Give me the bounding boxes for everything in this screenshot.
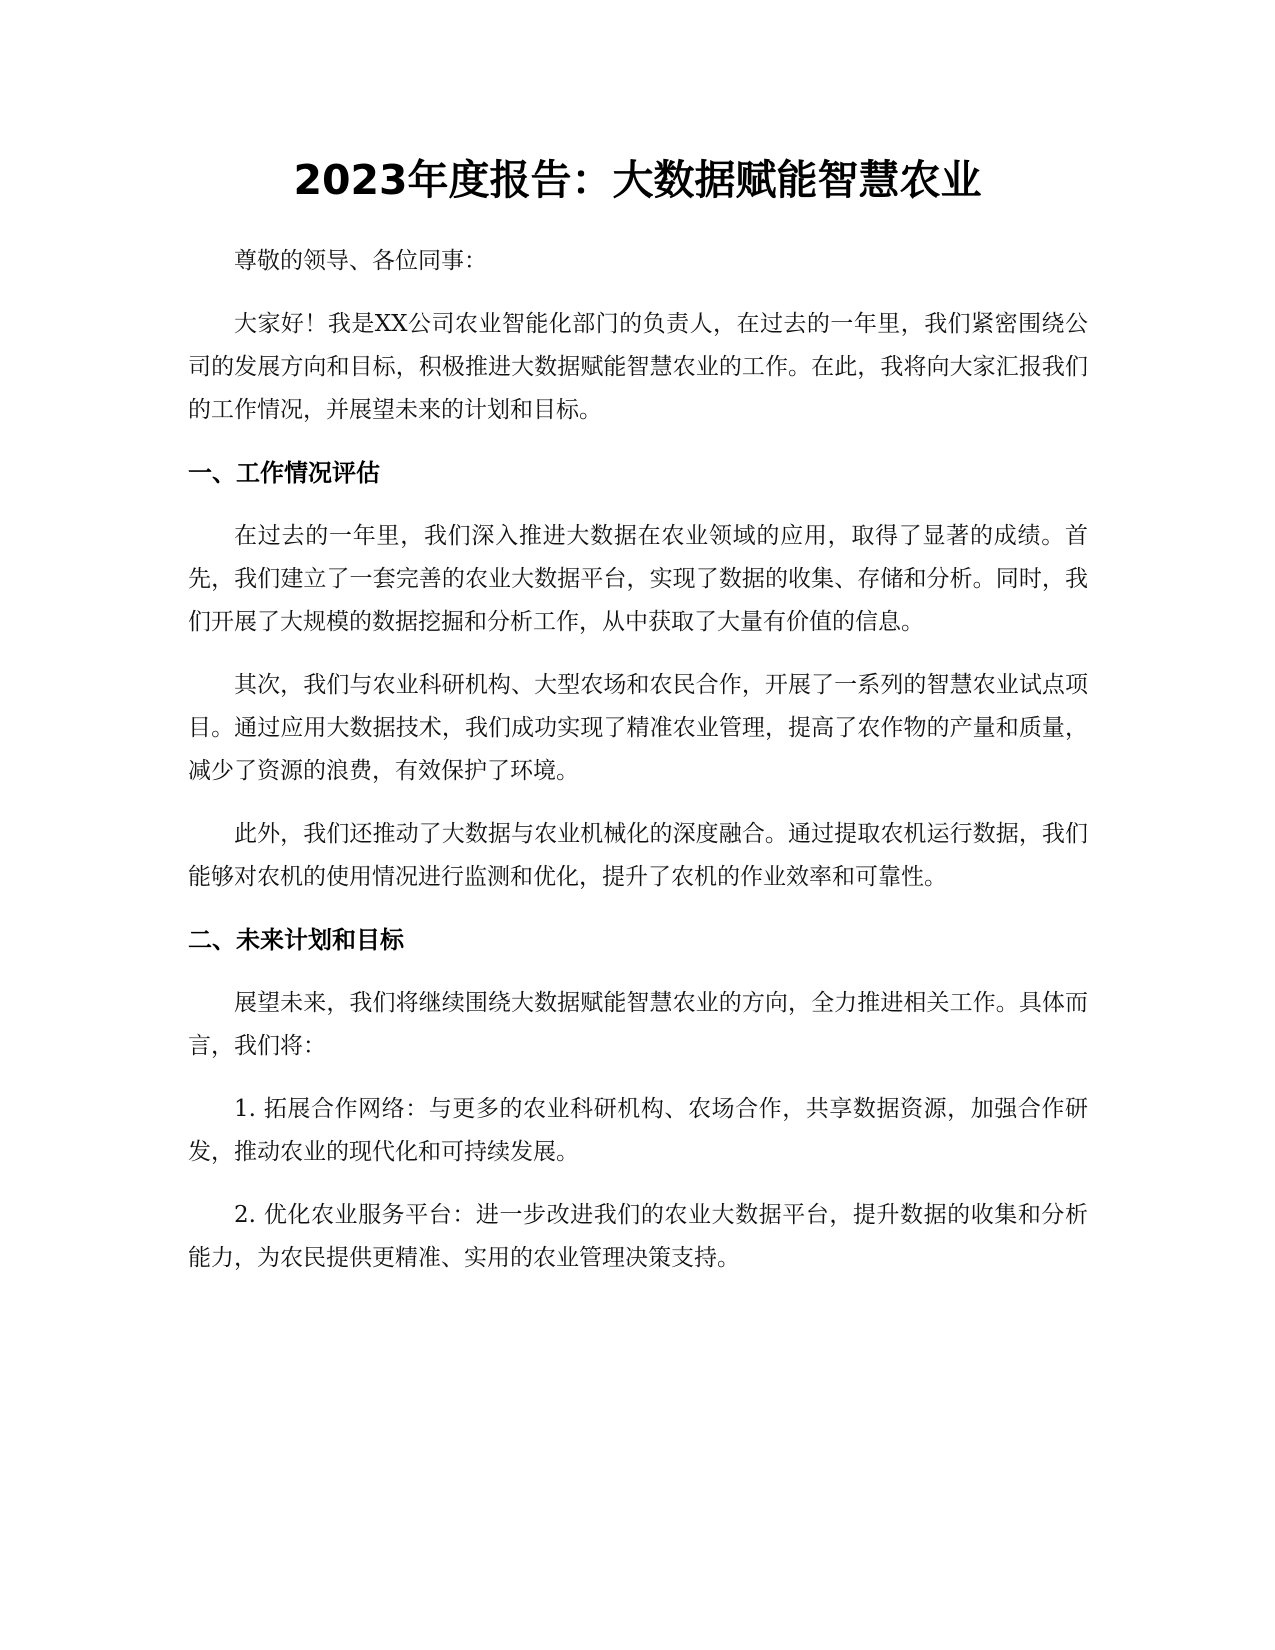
document-body xyxy=(188,240,1088,1300)
salutation: 尊敬的领导、各位同事： xyxy=(234,248,487,274)
section1-paragraph-3: 此外，我们还推动了大数据与农业机械化的深度融合。通过提取农机运行数据，我们能够对农机的使用情况进行监测和优化，提升了农机的作业效率和可靠性。 xyxy=(188,821,1088,890)
section2-list-item-1: 1. 拓展合作网络：与更多的农业科研机构、农场合作，共享数据资源，加强合作研发，推动农业的现代化和可持续发展。 xyxy=(188,1096,1088,1165)
section-heading-future-plans: 二、未来计划和目标 xyxy=(188,926,404,954)
section2-list-item-2: 2. 优化农业服务平台：进一步改进我们的农业大数据平台，提升数据的收集和分析能力，为农民提供更精准、实用的农业管理决策支持。 xyxy=(188,1202,1088,1271)
section1-paragraph-1: 在过去的一年里，我们深入推进大数据在农业领域的应用，取得了显著的成绩。首先，我们建立了一套完善的农业大数据平台，实现了数据的收集、存储和分析。同时，我们开展了大规模的数据挖掘和分析工作，从中获取了大量有价值的信息。 xyxy=(188,523,1088,635)
section1-paragraph-2: 其次，我们与农业科研机构、大型农场和农民合作，开展了一系列的智慧农业试点项目。通过应用大数据技术，我们成功实现了精准农业管理，提高了农作物的产量和质量，减少了资源的浪费，有效保护了环境。 xyxy=(188,672,1088,784)
section-heading-work-evaluation: 一、工作情况评估 xyxy=(188,459,380,487)
section2-paragraph-1: 展望未来，我们将继续围绕大数据赋能智慧农业的方向，全力推进相关工作。具体而言，我们将： xyxy=(188,990,1088,1059)
document-title: 2023年度报告：大数据赋能智慧农业 xyxy=(293,156,982,204)
intro-paragraph: 大家好！我是XX公司农业智能化部门的负责人，在过去的一年里，我们紧密围绕公司的发展方向和目标，积极推进大数据赋能智慧农业的工作。在此，我将向大家汇报我们的工作情况，并展望未来的计划和目标。 xyxy=(188,311,1088,423)
